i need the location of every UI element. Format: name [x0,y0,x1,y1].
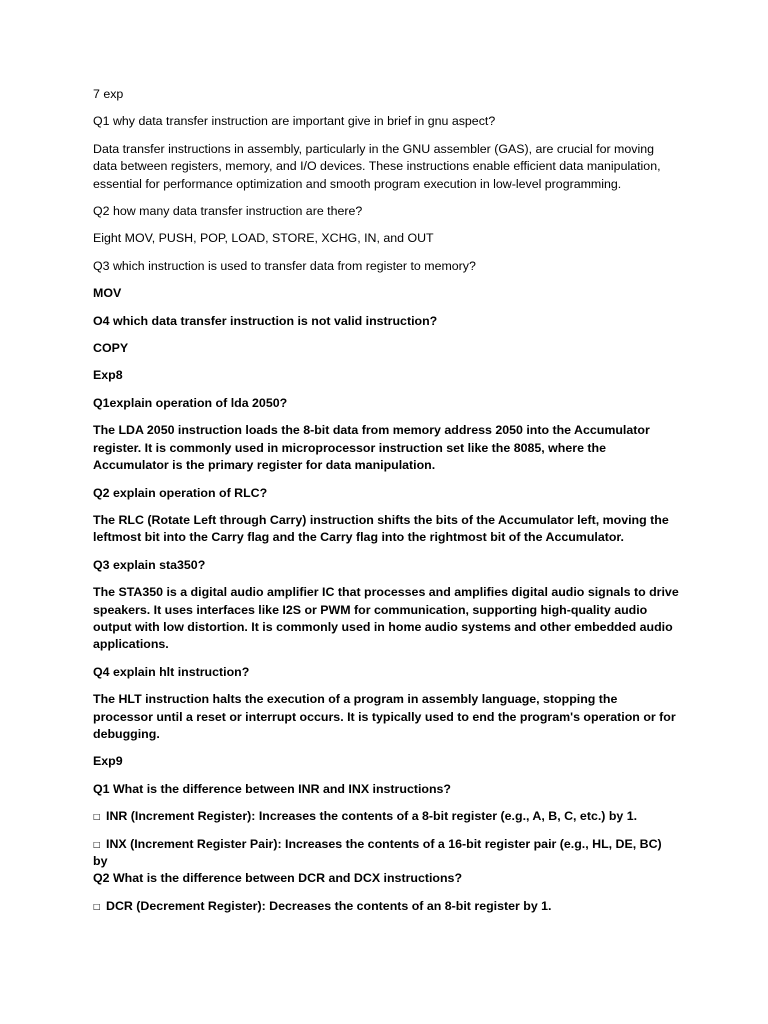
answer-exp8-q3: The STA350 is a digital audio amplifier IC that processes and amplifies digital audio signals to drive speakers. It uses interfaces like I2S or PWM for communication, supporting high-quality audio output with low distortion. It is commonly used in home audio systems and other embedded audio applications. [93,585,679,652]
question-exp8-q1: Q1explain operation of lda 2050? [93,395,288,410]
exp9-heading: Exp9 [93,754,123,769]
bullet-box-icon: □ [93,901,101,911]
answer-exp7-q3: MOV [93,286,122,301]
question-exp9-q1: Q1 What is the difference between INR and INX instructions? [93,781,452,796]
question-exp9-q2: Q2 What is the difference between DCR and DCX instructions? [93,871,463,886]
bullet-inx-text: INX (Increment Register Pair): Increases the contents of a 16-bit register pair (e.g., HL, DE, BC) by [93,836,662,868]
question-exp8-q2: Q2 explain operation of RLC? [93,485,268,500]
document-body [93,86,679,925]
bullet-box-icon: □ [93,812,101,822]
answer-exp8-q2: The RLC (Rotate Left through Carry) instruction shifts the bits of the Accumulator left, moving the leftmost bit into the Carry flag and the Carry flag into the rightmost bit of the Accumulator. [93,512,669,545]
exp7-heading: 7 exp [93,87,124,101]
answer-exp7-q1: Data transfer instructions in assembly, particularly in the GNU assembler (GAS), are crucial for moving data between registers, memory, and I/O devices. These instructions enable efficient data manipulation, essential for performance optimization and smooth program execution in low-level programming. [93,141,661,191]
bullet-dcr [93,898,679,915]
bullet-inr-text: INR (Increment Register): Increases the contents of a 8-bit register (e.g., A, B, C, etc.) by 1. [106,809,638,824]
question-exp7-q3: Q3 which instruction is used to transfer data from register to memory? [93,258,476,273]
question-exp8-q3: Q3 explain sta350? [93,557,206,572]
answer-exp7-q2: Eight MOV, PUSH, POP, LOAD, STORE, XCHG, IN, and OUT [93,231,434,246]
bullet-inx [93,836,679,871]
answer-exp8-q1: The LDA 2050 instruction loads the 8-bit data from memory address 2050 into the Accumulator register. It is commonly used in microprocessor instruction set like the 8085, where the Accumulator is the primary register for data manipulation. [93,423,650,473]
answer-exp8-q4: The HLT instruction halts the execution of a program in assembly language, stopping the processor until a reset or interrupt occurs. It is typically used to end the program's operation or for debugging. [93,692,676,741]
question-exp7-q1: Q1 why data transfer instruction are important give in brief in gnu aspect? [93,114,496,129]
question-exp8-q4: Q4 explain hlt instruction? [93,664,250,679]
question-exp7-q2: Q2 how many data transfer instruction are there? [93,204,363,219]
exp8-heading: Exp8 [93,368,123,383]
answer-exp7-q4: COPY [93,341,129,356]
bullet-inr [93,808,679,825]
question-exp7-q4: O4 which data transfer instruction is not valid instruction? [93,313,438,328]
bullet-box-icon: □ [93,839,101,849]
bullet-dcr-text: DCR (Decrement Register): Decreases the contents of an 8-bit register by 1. [106,898,552,913]
